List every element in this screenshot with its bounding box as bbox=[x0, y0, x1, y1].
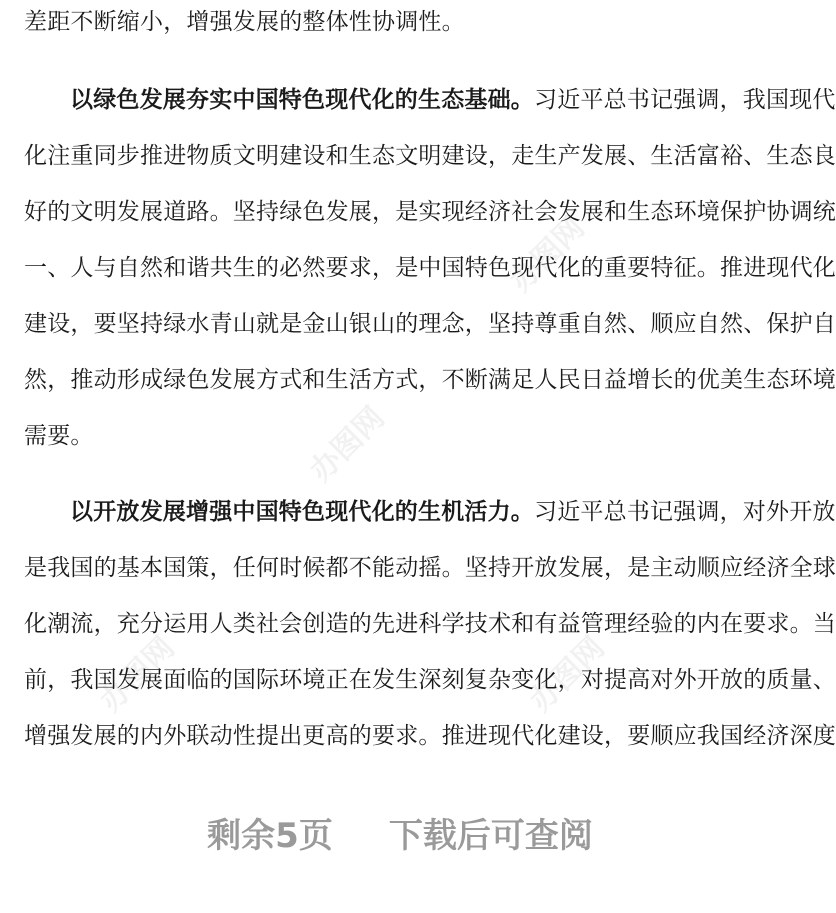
paragraph-lead: 以绿色发展夯实中国特色现代化的生态基础。 bbox=[70, 87, 534, 113]
watermark: 办图网 bbox=[93, 630, 182, 719]
text-line: 习近平总书记强调，对外开放 bbox=[534, 499, 836, 525]
text-line: 前，我国发展面临的国际环境正在发生深刻复杂变化，对提高对外开放的质量、 bbox=[24, 667, 836, 693]
watermark: 办图网 bbox=[523, 630, 612, 719]
text-line: 然，推动形成绿色发展方式和生活方式，不断满足人民日益增长的优美生态环境 bbox=[24, 367, 836, 393]
paragraph-green-development bbox=[24, 72, 836, 464]
download-prompt[interactable] bbox=[0, 808, 800, 857]
download-hint-label: 下载后可查阅 bbox=[388, 816, 593, 856]
watermark: 办图网 bbox=[303, 400, 392, 489]
text-line: 好的文明发展道路。坚持绿色发展，是实现经济社会发展和生态环境保护协调统 bbox=[24, 199, 836, 225]
remaining-pages-label: 剩余5页 bbox=[207, 816, 333, 856]
text-line: 是我国的基本国策，任何时候都不能动摇。坚持开放发展，是主动顺应经济全球 bbox=[24, 555, 836, 581]
text-line: 化注重同步推进物质文明建设和生态文明建设，走生产发展、生活富裕、生态良 bbox=[24, 143, 836, 169]
watermark: 办图网 bbox=[503, 210, 592, 299]
paragraph-first-line bbox=[24, 72, 836, 128]
text-line: 一、人与自然和谐共生的必然要求，是中国特色现代化的重要特征。推进现代化 bbox=[24, 255, 836, 281]
text-line: 习近平总书记强调，我国现代 bbox=[534, 87, 836, 113]
text-line: 化潮流，充分运用人类社会创造的先进科学技术和有益管理经验的内在要求。当 bbox=[24, 611, 836, 637]
paragraph-lead: 以开放发展增强中国特色现代化的生机活力。 bbox=[70, 499, 534, 525]
text-line: 增强发展的内外联动性提出更高的要求。推进现代化建设，要顺应我国经济深度 bbox=[24, 723, 836, 749]
text-line: 差距不断缩小，增强发展的整体性协调性。 bbox=[24, 9, 465, 35]
paragraph-open-development bbox=[24, 484, 836, 764]
text-line: 需要。 bbox=[24, 423, 94, 449]
paragraph-first-line bbox=[24, 484, 836, 540]
text-line: 建设，要坚持绿水青山就是金山银山的理念，坚持尊重自然、顺应自然、保护自 bbox=[24, 311, 836, 337]
